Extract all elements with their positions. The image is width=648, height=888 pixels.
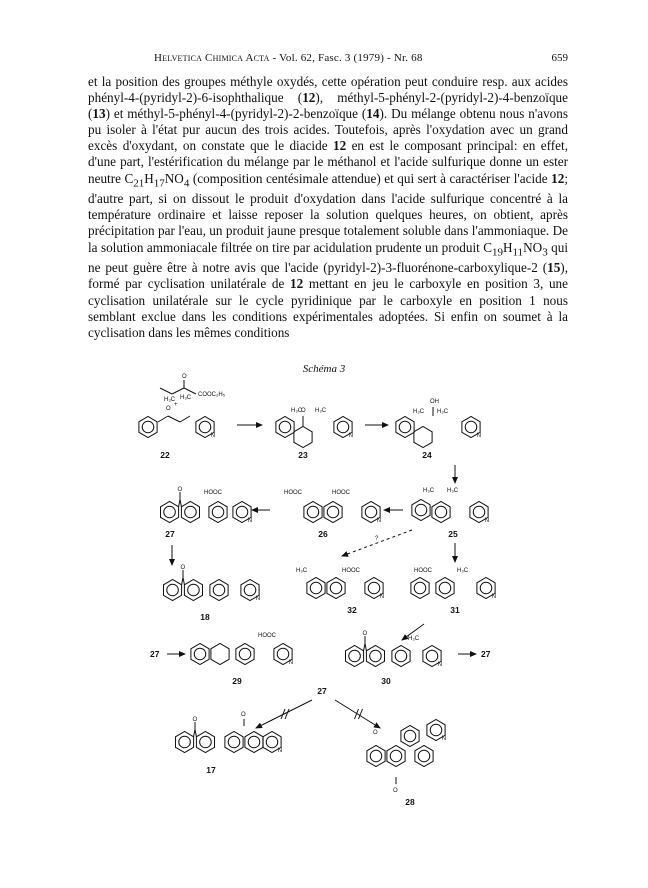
compound-ref: 12 — [551, 170, 565, 186]
atom-label: HOOC — [258, 633, 276, 639]
text-run: ), formé par cyclisation unilatérale de — [88, 260, 568, 292]
benzene-ring — [412, 500, 430, 521]
compound-ref: 13 — [92, 106, 106, 122]
bond — [180, 416, 190, 422]
atom-label: O — [301, 408, 306, 414]
text-run: ). Du mélange obtenu nous n'avons pu isoler à l'état pur aucun des trois acides. Toutefois, après l'oxydation avec un grand excès d'oxydant, on constate que le diacide — [88, 106, 568, 154]
formula-subscript: 4 — [183, 177, 190, 190]
aromatic-circle — [188, 584, 200, 596]
benzene-ring — [191, 644, 209, 665]
atom-label: O — [373, 730, 378, 736]
aromatic-circle — [399, 421, 411, 433]
volume-info: - Vol. 62, Fasc. 3 (1979) - Nr. 68 — [269, 52, 423, 64]
compound-number: 17 — [206, 765, 216, 775]
text-run: ) et méthyl-5-phényl-4-(pyridyl-2)-2-benzoïque ( — [105, 106, 367, 122]
reaction-arrows — [167, 425, 476, 728]
atom-label: H₃C — [408, 636, 420, 642]
benzene-ring — [411, 578, 429, 599]
atom-label: H₃C — [296, 568, 308, 574]
compound-number: 27 — [150, 649, 160, 659]
atom-label: HOOC — [332, 490, 350, 496]
nitrogen-label: N — [247, 517, 253, 524]
compound-ref: 15 — [547, 260, 561, 276]
bond — [160, 388, 172, 394]
text-run: ; d'autre part, si on dissout le produit d'oxydation dans l'acide sulfurique concentré à la température ordinaire et laisse reposer la solution quelques heures, on obtient, après précipitation par l'eau, un produit jaune presque totalement soluble dans l'ammoniaque. De la solution ammoniacale filtrée on tire par acidulation prudente un produit C — [88, 170, 568, 255]
benzene-ring — [184, 580, 202, 601]
atom-label: H₃C — [413, 409, 425, 415]
aromatic-circle — [330, 582, 342, 594]
compound-number: 30 — [381, 676, 391, 686]
cyclohexanone-ring — [294, 427, 312, 448]
formula-subscript: 19 — [492, 246, 504, 259]
benzene-ring — [401, 726, 419, 747]
atom-label: H₃C — [164, 397, 176, 403]
aromatic-circle — [327, 506, 339, 518]
compound-ref: 12 — [290, 276, 304, 292]
aromatic-circle — [213, 584, 225, 596]
formula-subscript: 17 — [153, 177, 165, 190]
five-ring — [194, 729, 197, 736]
benzene-ring — [346, 646, 364, 667]
oxygen-label: O — [177, 487, 183, 493]
aromatic-circle — [390, 750, 402, 762]
text-run: en est le composant principal: en effet, d'une part, l'estérification du mélange par le méthanol et l'acide sulfurique donne un ester neutre C — [88, 138, 568, 186]
formula-subscript: 3 — [542, 246, 548, 259]
aromatic-circle — [142, 421, 154, 433]
blocked-arrow — [335, 700, 380, 728]
aromatic-circle — [368, 582, 380, 594]
atom-label: H₃C — [423, 488, 435, 494]
aromatic-circle — [439, 582, 451, 594]
nitrogen-label: N — [210, 432, 216, 439]
scheme-title: Schéma 3 — [302, 363, 346, 375]
dashed-arrow — [342, 530, 412, 556]
aromatic-circle — [279, 421, 291, 433]
compound-number: 22 — [160, 450, 170, 460]
aromatic-circle — [370, 650, 382, 662]
nitrogen-label: N — [255, 595, 261, 602]
aromatic-circle — [480, 582, 492, 594]
atom-label: H₃C — [291, 408, 303, 414]
benzene-ring — [367, 746, 385, 767]
benzene-ring — [196, 732, 214, 753]
question-mark: ? — [375, 536, 379, 542]
bond — [184, 388, 196, 394]
benzene-ring — [139, 417, 157, 438]
atom-label: H₃C — [447, 488, 459, 494]
compound-ref: 12 — [302, 90, 316, 106]
benzene-ring — [307, 578, 325, 599]
benzene-ring — [392, 646, 410, 667]
compound-number: 24 — [422, 450, 432, 460]
compound-number: 31 — [450, 605, 460, 615]
benzene-ring — [164, 580, 182, 601]
aromatic-circle — [277, 648, 289, 660]
aromatic-circle — [370, 750, 382, 762]
nitrogen-label: N — [376, 517, 382, 524]
aromatic-circle — [200, 736, 212, 748]
benzene-ring — [210, 580, 228, 601]
benzene-ring — [366, 646, 384, 667]
oxygen-label: O — [362, 631, 368, 637]
nitrogen-label: N — [484, 517, 490, 524]
aromatic-circle — [435, 506, 447, 518]
aromatic-circle — [337, 421, 349, 433]
nitrogen-label: N — [437, 661, 443, 668]
atom-label: HOOC — [342, 568, 360, 574]
aromatic-circle — [212, 506, 224, 518]
cyclohexanol-ring — [414, 427, 432, 448]
nitrogen-label: N — [348, 432, 354, 439]
aromatic-circle — [415, 504, 427, 516]
benzene-ring — [161, 502, 179, 523]
atom-label: OH — [430, 399, 439, 405]
compound-ref: 14 — [366, 106, 380, 122]
blocked-arrow — [256, 700, 312, 728]
aromatic-circle — [248, 736, 260, 748]
nitrogen-label: N — [491, 593, 497, 600]
aromatic-circle — [465, 421, 477, 433]
compound-number: 27 — [481, 649, 491, 659]
aromatic-circle — [266, 736, 278, 748]
aromatic-circle — [430, 724, 442, 736]
atom-label: O — [393, 788, 398, 794]
nitrogen-label: N — [476, 432, 482, 439]
text-run: ), méthyl-5-phényl-2-(pyridyl-2)-4-benzoïque ( — [88, 90, 568, 122]
aromatic-circle — [365, 506, 377, 518]
blocked-mark — [359, 709, 363, 719]
aromatic-circle — [194, 648, 206, 660]
aromatic-circle — [228, 736, 240, 748]
benzene-ring — [276, 417, 294, 438]
text-run: mettant en jeu le carboxyle en position 3, une cyclisation unilatérale sur le cycle pyridinique par le carboxyle en position 1 nous semblant exclue dans les conditions expérimentales adoptées. Si enfin on soumet à la cyclisation dans les mêmes conditions — [88, 276, 568, 340]
bond — [158, 416, 168, 422]
atom-label: O — [182, 374, 187, 380]
atom-label: H₃C — [180, 395, 192, 401]
benzene-ring — [415, 746, 433, 767]
atom-label: COOC₂H₅ — [198, 392, 226, 398]
nitrogen-label: N — [288, 659, 294, 666]
five-ring — [211, 644, 229, 665]
formula-part: NO — [164, 170, 184, 186]
atom-label: H₃C — [457, 568, 469, 574]
atom-label: H₃C — [437, 409, 449, 415]
text-run: (composition centésimale attendue) et qui sert à caractériser l'acide — [189, 170, 552, 186]
atom-label: O — [241, 712, 246, 718]
atom-label: HOOC — [284, 490, 302, 496]
aromatic-circle — [185, 506, 197, 518]
page-number: 659 — [551, 52, 568, 64]
formula-part: H — [503, 239, 513, 255]
benzene-ring — [209, 502, 227, 523]
five-ring — [182, 577, 185, 584]
formula-part: NO — [523, 239, 543, 255]
compound-number: 27 — [317, 686, 327, 696]
compound-number: 29 — [232, 676, 242, 686]
formula-subscript: 11 — [512, 246, 524, 259]
oxygen-label: O — [180, 565, 186, 571]
aromatic-circle — [167, 584, 179, 596]
atom-label: HOOC — [204, 490, 222, 496]
compound-number: 32 — [347, 605, 357, 615]
aromatic-circle — [404, 730, 416, 742]
compound-number: 25 — [448, 529, 458, 539]
aromatic-circle — [414, 582, 426, 594]
compound-number: 23 — [298, 450, 308, 460]
aromatic-circle — [164, 506, 176, 518]
nitrogen-label: N — [441, 735, 447, 742]
atom-label: HOOC — [414, 568, 432, 574]
aromatic-circle — [307, 506, 319, 518]
aromatic-circle — [236, 506, 248, 518]
compound-number: 28 — [405, 797, 415, 807]
aromatic-circle — [199, 421, 211, 433]
aromatic-circle — [473, 506, 485, 518]
aromatic-circle — [179, 736, 191, 748]
bond — [172, 388, 184, 394]
benzene-ring — [176, 732, 194, 753]
atom-label: H₃C — [315, 408, 327, 414]
formula-part: H — [144, 170, 154, 186]
nitrogen-label: N — [277, 747, 283, 754]
structure-drawings — [139, 380, 495, 784]
five-ring — [364, 643, 367, 650]
benzene-ring — [396, 417, 414, 438]
benzene-ring — [387, 746, 405, 767]
benzene-ring — [327, 578, 345, 599]
structure-text — [150, 374, 496, 807]
text-run: et la position des groupes méthyle oxydés, cette opération peut conduire resp. aux acides phényl-4-(pyridyl-2)-6-isophthalique ( — [88, 74, 568, 106]
aromatic-circle — [310, 582, 322, 594]
journal-name: Helvetica Chimica Acta — [154, 52, 270, 64]
atom-label: O — [166, 406, 171, 412]
bond — [168, 416, 180, 422]
plus-sign: + — [174, 402, 178, 408]
benzene-ring — [181, 502, 199, 523]
benzene-ring — [304, 502, 322, 523]
compound-number: 27 — [165, 529, 175, 539]
formula-subscript: 21 — [133, 177, 145, 190]
nitrogen-label: N — [379, 593, 385, 600]
benzene-ring — [324, 502, 342, 523]
benzene-ring — [436, 578, 454, 599]
aromatic-circle — [239, 648, 251, 660]
aromatic-circle — [426, 650, 438, 662]
oxygen-label: O — [192, 717, 198, 723]
aromatic-circle — [418, 750, 430, 762]
benzene-ring — [245, 732, 263, 753]
aromatic-circle — [395, 650, 407, 662]
compound-number: 26 — [318, 529, 328, 539]
benzene-ring — [225, 732, 243, 753]
benzene-ring — [236, 644, 254, 665]
blocked-mark — [285, 709, 289, 719]
aromatic-circle — [244, 584, 256, 596]
aromatic-circle — [349, 650, 361, 662]
five-ring — [179, 499, 182, 506]
compound-ref: 12 — [332, 138, 347, 154]
benzene-ring — [432, 502, 450, 523]
text-run: qui ne peut guère être à notre avis que l'acide (pyridyl-2)-3-fluorénone-carboxylique-2 ( — [88, 239, 568, 276]
compound-number: 18 — [200, 612, 210, 622]
